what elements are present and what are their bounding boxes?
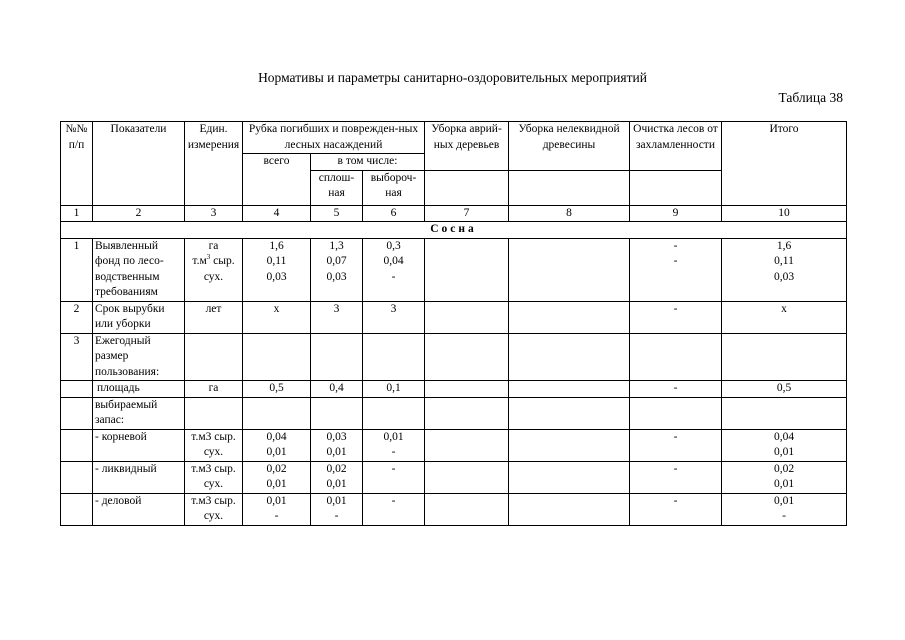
value: 0,01 (383, 430, 404, 443)
unit-line: т.м3 сыр. (191, 462, 236, 475)
empty-cell (61, 493, 93, 525)
value: - (274, 510, 279, 522)
header-empty-8 (509, 170, 630, 205)
value: 0,04 (383, 255, 404, 267)
row-unit: га (185, 381, 243, 398)
empty-cell (722, 333, 847, 381)
header-num: №№ п/п (61, 122, 93, 206)
value: 0,02 (773, 462, 795, 475)
cell-grand-total (722, 238, 847, 301)
cell-total (243, 238, 311, 301)
unit-m3-sup: 3 (206, 253, 211, 262)
value: 0,07 (326, 255, 347, 267)
col-number: 7 (425, 205, 509, 222)
row-name: - корневой (93, 429, 185, 461)
row-name: выбираемый запас: (93, 397, 185, 429)
cell-grand-total (722, 429, 847, 461)
value: 0,04 (773, 430, 795, 443)
header-emergency: Уборка аврий-ных деревьев (425, 122, 509, 171)
cell-cleaning (630, 238, 722, 301)
col-number: 2 (93, 205, 185, 222)
cell-cleaning: - (630, 301, 722, 333)
cell-emergency (425, 461, 509, 493)
table-row (61, 301, 847, 333)
cell-cleaning: - (630, 461, 722, 493)
empty-cell (509, 397, 630, 429)
row-name: - деловой (93, 493, 185, 525)
unit-line: т.м3 сыр. (191, 494, 236, 507)
cell-illiquid (509, 238, 630, 301)
column-numbers-row (61, 205, 847, 222)
cell-clear (311, 493, 363, 525)
row-name: Ежегодный размер пользования: (93, 333, 185, 381)
unit-m3 (187, 254, 240, 270)
cell-clear: 3 (311, 301, 363, 333)
table-row (61, 397, 847, 429)
table-row (61, 493, 847, 525)
cell-cleaning: - (630, 381, 722, 398)
value: 1,6 (269, 239, 284, 252)
empty-cell (185, 397, 243, 429)
cell-total (243, 461, 311, 493)
norms-table (60, 121, 847, 526)
cell-illiquid (509, 493, 630, 525)
header-row-1 (61, 122, 847, 154)
unit-ha: га (208, 239, 219, 252)
value: - (391, 270, 396, 283)
cell-illiquid (509, 461, 630, 493)
cell-total: х (243, 301, 311, 333)
cell-emergency (425, 381, 509, 398)
document-title: Нормативы и параметры санитарно-оздоровительных мероприятий (258, 70, 647, 85)
empty-cell (311, 333, 363, 381)
value: 0,01 (266, 494, 287, 507)
cell-cleaning: - (630, 493, 722, 525)
table-row (61, 381, 847, 398)
unit-line: сух. (203, 478, 224, 490)
value: - (782, 510, 786, 522)
value: 0,01 (326, 494, 347, 507)
cell-clear: 0,4 (311, 381, 363, 398)
section-title: Сосна (61, 222, 847, 239)
value: - (673, 239, 678, 252)
header-illiquid: Уборка нелеквидной древесины (509, 122, 630, 171)
empty-cell (363, 333, 425, 381)
col-number: 5 (311, 205, 363, 222)
empty-cell (185, 333, 243, 381)
header-empty-7 (425, 170, 509, 205)
cell-selective (363, 238, 425, 301)
row-name: Срок вырубки или уборки (93, 301, 185, 333)
table-label: Таблица 38 (778, 90, 843, 105)
value: 0,03 (326, 430, 347, 443)
cell-grand-total (722, 493, 847, 525)
unit-m3-prefix: т.м (192, 255, 207, 267)
header-total-sub: всего (243, 154, 311, 206)
table-row (61, 333, 847, 381)
cell-total (243, 493, 311, 525)
cell-emergency (425, 301, 509, 333)
value: 0,01 (773, 446, 795, 458)
cell-emergency (425, 238, 509, 301)
empty-cell (425, 333, 509, 381)
cell-clear (311, 238, 363, 301)
empty-cell (61, 381, 93, 398)
value: 0,04 (266, 430, 287, 443)
header-selective: выбороч-ная (363, 170, 425, 205)
header-cleaning: Очистка лесов от захламленности (630, 122, 722, 171)
empty-cell (630, 397, 722, 429)
header-including: в том числе: (311, 154, 425, 171)
cell-grand-total: 0,5 (722, 381, 847, 398)
cell-grand-total: х (722, 301, 847, 333)
empty-cell (61, 461, 93, 493)
row-num: 2 (61, 301, 93, 333)
value: 0,01 (266, 478, 287, 490)
col-number: 8 (509, 205, 630, 222)
empty-cell (61, 429, 93, 461)
value: 0,01 (773, 478, 795, 490)
table-row (61, 238, 847, 301)
unit-line: сух. (203, 510, 224, 522)
value: 0,02 (326, 462, 347, 475)
cell-clear (311, 429, 363, 461)
row-name: площадь (93, 381, 185, 398)
empty-cell (61, 397, 93, 429)
row-unit (185, 429, 243, 461)
col-number: 9 (630, 205, 722, 222)
row-unit (185, 238, 243, 301)
empty-cell (509, 333, 630, 381)
cell-emergency (425, 429, 509, 461)
row-name: - ликвидный (93, 461, 185, 493)
row-num: 3 (61, 333, 93, 381)
unit-dry: сух. (203, 270, 224, 283)
header-empty-9 (630, 170, 722, 205)
cell-grand-total (722, 461, 847, 493)
empty-cell (243, 397, 311, 429)
unit-line: т.м3 сыр. (191, 430, 236, 443)
cell-clear (311, 461, 363, 493)
value: 0,3 (386, 239, 401, 252)
header-clear: сплош-ная (311, 170, 363, 205)
row-num: 1 (61, 238, 93, 301)
cell-illiquid (509, 429, 630, 461)
header-unit: Един. измерения (185, 122, 243, 206)
value: 0,11 (774, 255, 794, 267)
cell-selective (363, 429, 425, 461)
header-cutting: Рубка погибших и поврежден-ных лесных насаждений (243, 122, 425, 154)
empty-cell (722, 397, 847, 429)
empty-cell (630, 333, 722, 381)
col-number: 1 (61, 205, 93, 222)
value: 1,3 (329, 239, 344, 252)
section-row (61, 222, 847, 239)
cell-selective: - (363, 493, 425, 525)
table-row (61, 429, 847, 461)
value: 0,01 (773, 494, 795, 507)
col-number: 4 (243, 205, 311, 222)
row-name: Выявленный фонд по лесо-водственным требованиям (93, 238, 185, 301)
unit-m3-suffix: сыр. (210, 255, 235, 267)
value: 0,02 (266, 462, 287, 475)
table-row (61, 461, 847, 493)
cell-total (243, 429, 311, 461)
col-number: 10 (722, 205, 847, 222)
unit-line: сух. (203, 446, 224, 458)
row-unit: лет (185, 301, 243, 333)
value: 0,03 (266, 270, 287, 283)
cell-selective: - (363, 461, 425, 493)
value: - (673, 255, 678, 267)
empty-cell (311, 397, 363, 429)
row-unit (185, 493, 243, 525)
col-number: 6 (363, 205, 425, 222)
value: 0,01 (266, 446, 287, 458)
value: - (391, 446, 396, 458)
empty-cell (243, 333, 311, 381)
cell-illiquid (509, 381, 630, 398)
empty-cell (363, 397, 425, 429)
value: 0,01 (326, 446, 347, 458)
col-number: 3 (185, 205, 243, 222)
cell-emergency (425, 493, 509, 525)
cell-illiquid (509, 301, 630, 333)
value: 0,03 (326, 270, 347, 283)
value: 0,03 (773, 270, 795, 283)
cell-cleaning: - (630, 429, 722, 461)
row-unit (185, 461, 243, 493)
header-indicators: Показатели (93, 122, 185, 206)
cell-selective: 0,1 (363, 381, 425, 398)
empty-cell (425, 397, 509, 429)
value: - (334, 510, 339, 522)
cell-total: 0,5 (243, 381, 311, 398)
value: 0,01 (326, 478, 347, 490)
cell-selective: 3 (363, 301, 425, 333)
value: 0,11 (266, 255, 287, 267)
header-grand-total: Итого (722, 122, 847, 206)
value: 1,6 (776, 239, 792, 252)
